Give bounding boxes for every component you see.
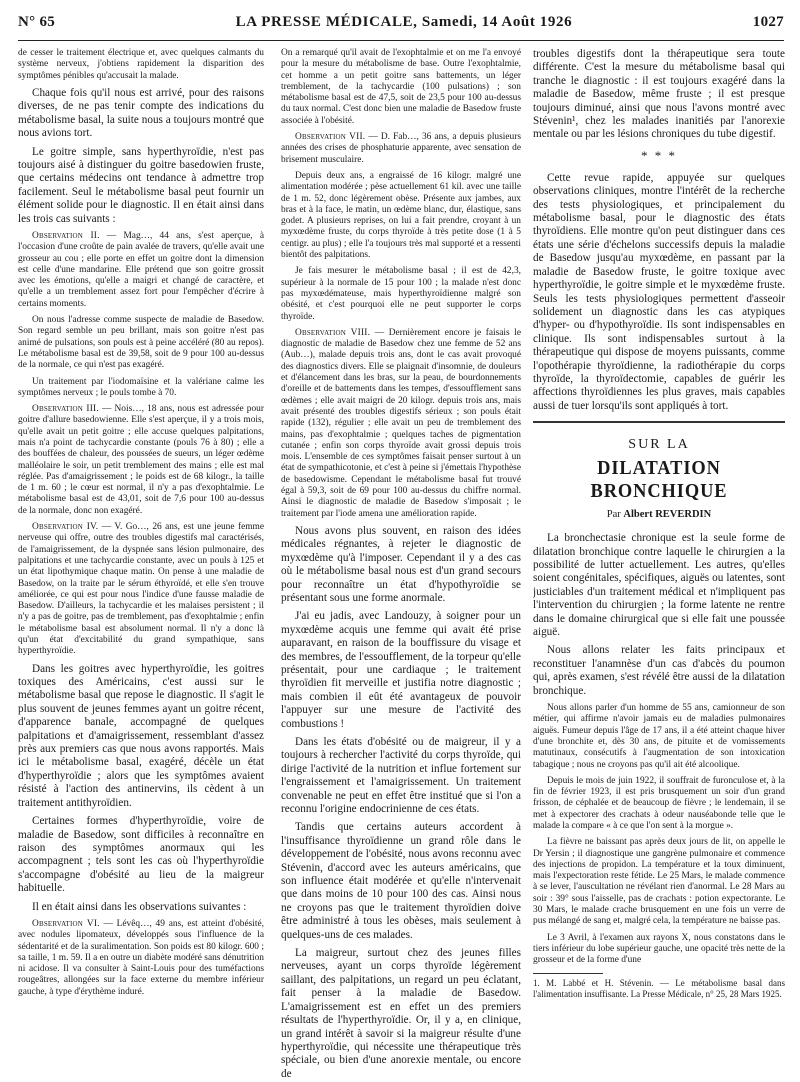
observation-3	[18, 404, 264, 517]
observation-label: Observation VII.	[295, 132, 366, 143]
running-header	[18, 14, 784, 38]
paragraph: La maigreur, surtout chez des jeunes filles nerveuses, ayant un corps thyroïde légèrement saillant, des palpitations, un regard un peu éclatant, fait penser à la maladie de Basedow. L'amaigrissement est en effet un des premiers résultats de l'hyperthyroïdie. Or, il y a, en clinique, un grand intérêt à savoir si la maigreur résulte d'une hyperthyroïdie, qui nécessite une thérapeutique très spéciale, ou bien d'une anorexie mentale, ou encore de	[281, 947, 521, 1078]
paragraph: Depuis le mois de juin 1922, il souffrait de furonculose et, à la fin de février 1923, il est pris brusquement un soir d'un grand frisson, de céphalée et de beaucoup de fièvre ; le lendemain, il se met à expectorer des crachats à odeur nauséabonde telle que le malade la compare « à ce que l'on sent à la morgue ».	[533, 775, 785, 831]
issue-number: N° 65	[18, 14, 56, 30]
article-title: DILATATION BRONCHIQUE	[590, 457, 728, 503]
footnote: 1. M. Labbé et H. Stévenin. — Le métabolisme basal dans l'alimentation insuffisante. La Presse Médicale, n° 25, 28 Mars 1925.	[533, 977, 785, 999]
paragraph: troubles digestifs dont la thérapeutique sera toute différente. C'est la mesure du métabolisme basal qui tranche le diagnostic : il est toujours exagéré dans la maladie de Basedow, même fruste ; il est presque toujours diminué, ainsi que nous l'avons montré avec Stévenin¹, chez les malades inanitiés par l'anorexie mentale ou par les lésions chroniques du tube digestif.	[533, 48, 785, 141]
observation-text: — Nois…, 18 ans, nous est adressée pour goitre d'allure basedowienne. Elle s'est aperçue, il y a trois mois, qu'elle avait un petit goitre ; elle accuse quelques palpitations, mais n'a point de tachycardie constante (pouls 76 à 80) ; elle a des bouffées de chaleur, des poussées de sueurs, un léger œdème malléolaire le soir, un petit tremblement des mains ; elle est mal réglée. Pas d'amaigrissement ; le poids est de 68 kilogr., la taille de 1 m. 60 ; le cœur est normal, il n'y a pas d'exophtalmie. Le métabolisme basal est de 43,01, soit de 7,6 pour 100 au-dessus de la normale, donc non exagéré.	[18, 404, 264, 516]
paragraph: La bronchectasie chronique est la seule forme de dilatation bronchique contre laquelle le chirurgien a la possibilité de lutter actuellement. Les autres, qu'elles soient congénitales, spécifiques, aiguës ou latentes, sont justiciables d'un traitement médical et n'impliquent pas l'intervention du chirurgien ; la forme latente ne rentre dans le domaine chirurgical que si elle fait une poussée aiguë.	[533, 532, 785, 638]
observation-text: — V. Go…, 26 ans, est une jeune femme nerveuse qui offre, outre des troubles digestifs mal caractérisés, de l'amaigrissement, de la dyspnée sans lésion pulmonaire, des palpitations et une tachycardie constante, avec un pouls à 125 et un état lipothymique chaque matin. On pense à une maladie de Basedow, on la traite par le sérum éthyroïdé, et elle s'en trouve améliorée, ce qui est pour nous l'indice d'une fausse maladie de Basedow. D'ailleurs, la tachycardie et les malaises persistent ; il n'y a pas de goitre, pas de tremblement, pas d'exophtalmie ; enfin le métabolisme basal est absolument normal. Il n'y a donc là qu'un état d'excitabilité du grand sympathique, sans hyperthyroïdie.	[18, 522, 264, 657]
header-rule	[18, 40, 784, 41]
paragraph: Nous allons relater les faits principaux et reconstituer l'anamnèse d'un cas d'abcès du poumon qui, après examen, s'est révélé être aussi de la dilatation bronchique.	[533, 644, 785, 697]
observation-2	[18, 231, 264, 310]
journal-title: LA PRESSE MÉDICALE, Samedi, 14 Août 1926	[235, 14, 573, 30]
paragraph: Le goitre simple, sans hyperthyroïdie, n'est pas toujours aisé à distinguer du goitre basedowien fruste, que certains médecins ont tendance à admettre trop facilement. Seul le métabolisme basal peut fournir un élément solide pour le diagnostic. Il en était ainsi dans les trois cas suivants :	[18, 145, 264, 225]
paragraph: Il en était ainsi dans les observations suivantes :	[32, 900, 247, 913]
footnote-rule	[533, 973, 603, 974]
column-middle	[281, 48, 521, 1078]
paragraph: On nous l'adresse comme suspecte de maladie de Basedow. Son regard semble un peu brillant, mais son goitre n'est pas animé de pulsations, son pouls est à peine accéléré (80 au repos). Le métabolisme basal est de 39,58, soit de 9 pour 100 au-dessus de la normale, ce qui n'est pas exagéré.	[18, 315, 264, 371]
paragraph: Un traitement par l'iodomaïsine et la valériane calme les symptômes nerveux ; le pouls tombe à 70.	[18, 376, 264, 398]
paragraph: La fièvre ne baissant pas après deux jours de lit, on appelle le Dr Yersin ; il diagnostique une gangrène pulmonaire et commence des injections de propidon. La température et la toux diminuent, mais l'expectoration reste fétide. Le 25 Mars, le malade commence à se lever, l'auscultation ne révélant rien d'anormal. Le 28 Mars au soir : 39° sous l'aisselle, pas de crachats : potion expectorante. Le 30 Mars, le malade crache brusquement en une fois un verre de pus mélangé de sang et, malgré cela, la température ne baisse pas.	[533, 837, 785, 927]
paragraph: Nous avons plus souvent, en raison des idées médicales régnantes, à rejeter le diagnostic de myxœdème qu'à l'imposer. Cependant il y a des cas où le métabolisme basal nous est d'un grand secours pour reconnaître un état d'hypothyroïdie se présentant sous une forme anormale.	[281, 524, 521, 604]
paragraph: Je fais mesurer le métabolisme basal ; il est de 42,3, supérieur à la normale de 15 pour 100 ; la malade n'est donc pas myxœdémateuse, mais hyperthyroïdienne malgré son obésité, et c'est pourquoi elle ne peut supporter le corps thyroïde.	[281, 266, 521, 322]
page-number: 1027	[752, 14, 784, 30]
paragraph: Dans les états d'obésité ou de maigreur, il y a toujours à rechercher l'activité du corps thyroïde, qui dirige l'activité de la nutrition et influe fortement sur l'engraissement et l'amaigrissement. Un traitement convenable ne peut en effet être institué que si l'on a reconnu l'origine endocrinienne de ces états.	[281, 735, 521, 815]
observation-6	[18, 919, 264, 998]
article-pretitle: SUR LA	[628, 437, 690, 453]
column-left	[18, 48, 264, 1078]
column-right	[533, 48, 785, 1078]
paragraph: Nous allons parler d'un homme de 55 ans, camionneur de son métier, qui affirme n'avoir jamais eu de maladies pulmonaires aiguës. Fumeur depuis l'âge de 17 ans, il a été atteint chaque hiver d'une bronchite et, dès 30 ans, de pituite et de vomissements matutinaux, consécutifs à l'augmentation de son intoxication tabagique ; nous ne croyons pas qu'il ait été alcoolique.	[533, 703, 785, 770]
observation-4	[18, 522, 264, 658]
article-byline	[533, 509, 785, 520]
paragraph: J'ai eu jadis, avec Landouzy, à soigner pour un myxœdème acquis une femme qui avait été prise auparavant, en raison de la bouffissure du visage et des membres, de l'essoufflement, de la torpeur qu'elle présentait, pour une cardiaque ; le traitement thyroïdien fit merveille et justifia notre diagnostic ; mais combien il eût été avantageux de pouvoir l'appuyer sur une mesure de l'activité des combustions !	[281, 610, 521, 730]
paragraph: de cesser le traitement électrique et, avec quelques calmants du système nerveux, j'obtiens rapidement la disparition des symptômes pénibles qu'accusait la malade.	[18, 48, 264, 81]
observation-8	[281, 328, 521, 520]
paragraph: Dans les goitres avec hyperthyroïdie, les goitres toxiques des Américains, c'est aussi sur le métabolisme basal que repose le diagnostic. Il s'agit le plus souvent de jeunes femmes ayant un goitre récent, d'apparence banale, accompagné de quelques palpitations et d'amaigrissement, ressemblant d'assez près aux premiers cas que nous avons rapportés. Mais ici le métabolisme basal, exagéré, décèle un état d'hyperthyroïdie ; alors que les symptômes avaient résisté à l'action des antinervins, ils cèdent à un traitement antithyroïdien.	[18, 662, 264, 809]
observation-label: Observation IV.	[32, 522, 99, 533]
section-asterisks: * * *	[641, 147, 677, 163]
observation-label: Observation VIII.	[295, 327, 371, 338]
paragraph: Depuis deux ans, a engraissé de 16 kilogr. malgré une alimentation modérée ; pèse actuellement 61 kil. avec une taille de 1 m. 52, donc légèrement obèse. Présente aux jambes, aux bras et à la face, le matin, un œdème blanc, dur, élastique, sans godet. A plusieurs reprises, on lui a fait prendre, croyant à un myxœdème fruste, du corps thyroïde à très petite dose (1 à 5 centigr. au plus) ; elle l'a toujours très mal supporté et a ressenti bientôt des palpitations.	[281, 170, 521, 261]
author-name: Albert REVERDIN	[623, 509, 712, 521]
paragraph: Tandis que certains auteurs accordent à l'insuffisance thyroïdienne un grand rôle dans le développement de l'obésité, nous avons reconnu avec Stévenin, d'accord avec les auteurs américains, que son influence était modérée et qu'elle n'intervenait que dans moins de 10 pour 100 des cas. Ainsi nous ne croyons pas que le traitement thyroïdien doive être administré à tous les obèses, mais seulement à quelques-uns de ces malades.	[281, 821, 521, 941]
byline-prefix: Par	[606, 509, 621, 521]
paragraph: On a remarqué qu'il avait de l'exophtalmie et on me l'a envoyé pour la mesure du métabolisme de base. Outre l'exophtalmie, cet homme a un petit goitre sans battements, un léger tremblement, de la tachycardie (100 pulsations) ; son métabolisme basal est de 47,5, soit de 23,5 pour 100 au-dessus du taux normal. C'est donc bien une maladie de Basedow fruste associée à l'obésité.	[281, 48, 521, 126]
observation-label: Observation III.	[32, 404, 99, 415]
paragraph: Chaque fois qu'il nous est arrivé, pour des raisons diverses, de ne pas tenir compte des indications du métabolisme basal, la suite nous a toujours montré que nous avions tort.	[18, 86, 264, 140]
observation-7	[281, 132, 521, 166]
paragraph: Le 3 Avril, à l'examen aux rayons X, nous constatons dans le tiers inférieur du lobe supérieur gauche, une opacité très nette de la grosseur et de la forme d'une	[533, 932, 785, 966]
observation-label: Observation II.	[32, 230, 100, 241]
observation-text: — D. Fab…, 36 ans, a depuis plusieurs années des crises de phosphaturie apparente, avec sensation de brisement musculaire.	[281, 132, 521, 165]
observation-text: — Dernièrement encore je faisais le diagnostic de maladie de Basedow chez une femme de 52 ans (Aub…), malade depuis trois ans, dont le cas avait provoqué des diagnostics divers. Elle se plaignait d'insomnie, de douleurs et d'élancement dans les bras, sur la peau, de bourdonnements d'oreille et de battements dans les tempes, d'essoufflement sans œdèmes ; elle avait maigri de 20 kilogr. depuis trois ans, mais avait présenté des troubles digestifs sérieux ; son pouls était rapide (132), régulier ; elle avait un peu de tremblement des mains, pas d'exophtalmie ; quelques taches de pigmentation cutanée ; enfin son corps thyroïde avait grossi depuis trois mois. L'ensemble de ces symptômes faisait penser surtout à un état de sympathicotonie, et c'est à peine si j'émettais l'hypothèse de basedowisme. Cependant le métabolisme basal fut trouvé égal à 59,3, soit de 69 pour 100 au-dessus du chiffre normal. Ainsi le diagnostic de maladie de Basedow s'imposait ; le traitement par l'iode amena une amélioration rapide.	[281, 327, 521, 519]
paragraph: Cette revue rapide, appuyée sur quelques observations cliniques, montre l'intérêt de la recherche des tests physiologiques, et principalement du métabolisme basal, pour le diagnostic des états thyroïdiens. Elle montre qu'on peut distinguer dans ces états une série d'échelons successifs depuis la maladie de Basedow jusqu'au myxœdème, en passant par la maladie de Basedow fruste, le goitre toxique avec hyperthyroïdie, le goitre simple et le myxœdème fruste. Seuls les tests physiologiques permettent d'asseoir solidement un diagnostic dans les cas atypiques d'hyper- ou d'hypothyroïdie. Ils sont indispensables en clinique. Ils sont indispensables surtout à la thérapeutique qui dispose de moyens puissants, comme l'opothérapie thyroïdienne, la radiothérapie du corps thyroïde, la thyroïdectomie, capables de guérir les affections thyroïdiennes les plus graves, mais capables aussi de tuer lorsqu'ils sont appliqués à tort.	[533, 171, 785, 412]
observation-label: Observation VI.	[32, 918, 100, 929]
section-divider	[533, 421, 785, 423]
paragraph: Certaines formes d'hyperthyroïdie, voire de maladie de Basedow, sont difficiles à reconnaître en raison des symptômes anormaux qui les accompagnent ; tels sont les cas où l'hyperthyroïdie s'accompagne d'obésité au lieu de la maigreur habituelle.	[18, 815, 264, 895]
observation-text: — Mag…, 44 ans, s'est aperçue, à l'occasion d'une croûte de pain avalée de travers, qu'elle avait une grosseur au cou ; elle porte en effet un goitre dont la dimension est celle d'une mandarine. Elle prétend que son goitre grossit avec les émotions, qu'elle a maigri et changé de caractère, et qu'elle a un tremblement assez fort pour l'empêcher d'écrire à certains moments.	[18, 230, 264, 309]
observation-text: — Lévêq…, 49 ans, est atteint d'obésité, avec nodules lipomateux, développés sous l'influence de la sédentarité et de la suralimentation. Son poids est 80 kilogr. 600 ; sa taille, 1 m. 59. Il a en outre un diabète modéré sans dénutrition ni acidose. Il va consulter à Saint-Louis pour des tuméfactions rougeâtres, allongées sur la face externe du membre inférieur gauche, à type d'érythème induré.	[18, 918, 264, 997]
